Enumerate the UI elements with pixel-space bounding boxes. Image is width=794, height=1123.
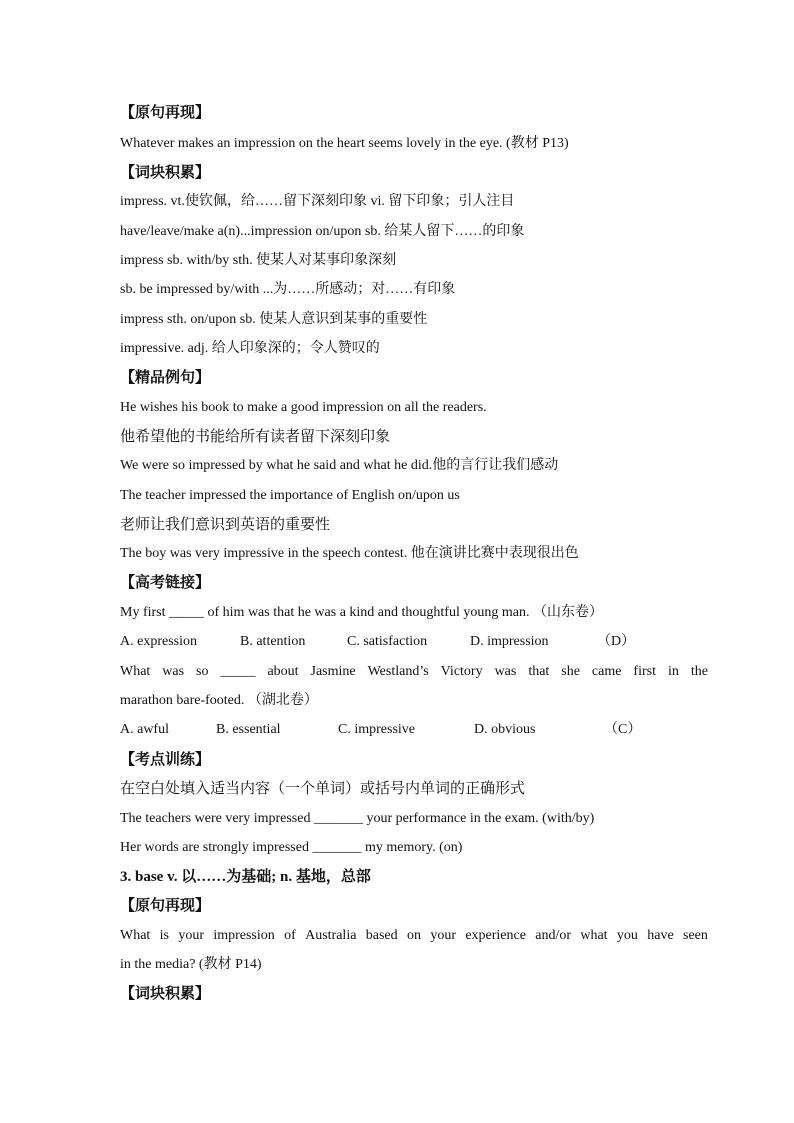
word: seen [683,928,708,943]
word: first [633,664,656,679]
answer: （C） [604,722,642,737]
exam-question-1: My first _____ of him was that he was a kind and thoughtful young man. （山东卷） [120,605,603,620]
heading-exam-point-practice: 【考点训练】 [120,752,211,768]
original-sentence: Whatever makes an impression on the heart seems lovely in the eye. (教材 P13) [120,136,569,151]
section-3-title: 3. base v. 以……为基础; n. 基地，总部 [120,869,371,885]
word: on [406,928,421,943]
word: have [647,928,674,943]
example-sentence: He wishes his book to make a good impression on all the readers. [120,400,487,415]
heading-original-sentence: 【原句再现】 [120,105,211,121]
phrase-item: impressive. adj. 给人印象深的；令人赞叹的 [120,341,380,356]
option-b: B. attention [240,634,306,649]
original-sentence-2-line-1 [120,926,708,946]
word: Westland’s [367,664,429,679]
word: your [430,928,456,943]
word: you [616,928,638,943]
word: your [178,928,204,943]
example-sentence: We were so impressed by what he said and what he did.他的言行让我们感动 [120,458,559,473]
example-sentence: The teacher impressed the importance of English on/upon us [120,488,460,503]
word: and/or [535,928,572,943]
option-b: B. essential [216,722,281,737]
example-translation: 老师让我们意识到英语的重要性 [120,517,331,533]
exam-question-2-line-1 [120,662,708,682]
phrase-item: have/leave/make a(n)...impression on/upon sb. 给某人留下……的印象 [120,224,525,239]
word: based [365,928,398,943]
word: in [667,664,679,679]
answer: （D） [597,634,636,649]
heading-phrase-accumulation: 【词块积累】 [120,986,211,1002]
word: What [120,664,151,679]
option-d: D. impression [470,634,549,649]
option-c: C. impressive [338,722,415,737]
option-d: D. obvious [474,722,536,737]
option-a: A. awful [120,722,169,737]
word: impression [213,928,275,943]
word: the [690,664,708,679]
option-c: C. satisfaction [347,634,428,649]
word: what [580,928,608,943]
word: she [561,664,580,679]
heading-exam-link: 【高考链接】 [120,575,211,591]
word: Australia [305,928,357,943]
exam-question-2-options [120,720,641,740]
phrase-item: sb. be impressed by/with ...为……所感动；对……有印象 [120,282,456,297]
phrase-item: impress. vt.使钦佩，给……留下深刻印象 vi. 留下印象；引人注目 [120,194,515,209]
blank: _____ [220,664,256,679]
word: Jasmine [310,664,356,679]
example-translation: 他希望他的书能给所有读者留下深刻印象 [120,429,391,445]
word: What [120,928,151,943]
word: that [528,664,550,679]
word: so [196,664,209,679]
example-sentence: The boy was very impressive in the speech contest. 他在演讲比赛中表现很出色 [120,546,579,561]
word: about [267,664,299,679]
practice-item-2: Her words are strongly impressed _______ my memory. (on) [120,840,463,855]
word: experience [465,928,526,943]
word: was [494,664,517,679]
word: is [159,928,169,943]
practice-item-1: The teachers were very impressed _______ your performance in the exam. (with/by) [120,811,595,826]
phrase-item: impress sb. with/by sth. 使某人对某事印象深刻 [120,253,397,268]
heading-example-sentences: 【精品例句】 [120,370,211,386]
original-sentence-2-line-2: in the media? (教材 P14) [120,957,262,972]
heading-original-sentence: 【原句再现】 [120,898,211,914]
word: came [591,664,622,679]
exam-question-2-line-2: marathon bare-footed. （湖北卷） [120,693,318,708]
phrase-item: impress sth. on/upon sb. 使某人意识到某事的重要性 [120,312,428,327]
practice-instruction: 在空白处填入适当内容（一个单词）或括号内单词的正确形式 [120,781,526,797]
exam-question-1-options [120,632,635,652]
heading-phrase-accumulation: 【词块积累】 [120,165,211,181]
word: of [284,928,296,943]
word: Victory [440,664,483,679]
option-a: A. expression [120,634,197,649]
word: was [162,664,185,679]
